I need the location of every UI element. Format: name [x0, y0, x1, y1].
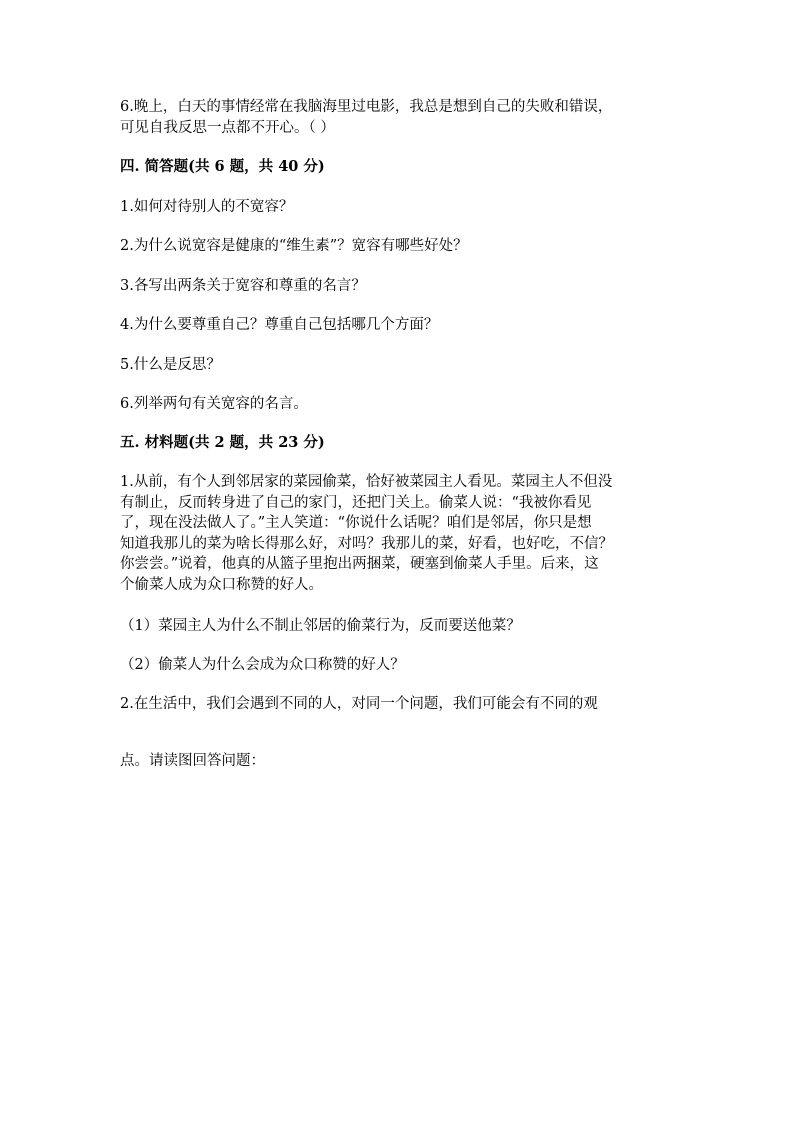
material-1-line: 1.从前，有个人到邻居家的菜园偷菜，恰好被菜园主人看见。菜园主人不但没: [120, 474, 613, 490]
material-1-line: 了，现在没法做人了。”主人笑道：“你说什么话呢？咱们是邻居，你只是想: [120, 515, 592, 532]
material-1-sub-question-1: （1）菜园主人为什么不制止邻居的偷菜行为，反而要送他菜？: [120, 618, 521, 634]
material-1-line: 知道我那儿的菜为啥长得那么好，对吗？我那儿的菜，好看，也好吃，不信？: [120, 535, 613, 552]
q6-judge-line-2: 可见自我反思一点都不开心。（ ）: [120, 120, 335, 136]
material-1-passage: [120, 472, 665, 596]
section-4-heading: 四. 简答题(共 6 题，共 40 分): [120, 158, 325, 175]
short-answer-question-5: 5.什么是反思？: [120, 357, 221, 373]
material-1-line: 个偷菜人成为众口称赞的好人。: [120, 576, 323, 593]
material-2-line-2: 点。请读图回答问题：: [120, 753, 265, 769]
section-5-heading: 五. 材料题(共 2 题，共 23 分): [120, 434, 325, 451]
material-1-sub-question-2: （2）偷菜人为什么会成为众口称赞的好人？: [120, 657, 405, 673]
material-1-line: 你尝尝。”说着，他真的从篮子里抱出两捆菜，硬塞到偷菜人手里。后来，这: [120, 556, 599, 573]
short-answer-question-6: 6.列举两句有关宽容的名言。: [120, 396, 308, 412]
q6-judge-line-1: 6.晚上，白天的事情经常在我脑海里过电影，我总是想到自己的失败和错误，: [120, 99, 613, 115]
short-answer-question-2: 2.为什么说宽容是健康的“维生素”？宽容有哪些好处？: [120, 238, 468, 254]
short-answer-question-4: 4.为什么要尊重自己？尊重自己包括哪几个方面？: [120, 317, 439, 333]
material-1-line: 有制止，反而转身进了自己的家门，还把门关上。偷菜人说：“我被你看见: [120, 494, 592, 511]
short-answer-question-3: 3.各写出两条关于宽容和尊重的名言？: [120, 278, 366, 294]
material-2-line-1: 2.在生活中，我们会遇到不同的人，对同一个问题，我们可能会有不同的观: [120, 696, 598, 712]
short-answer-question-1: 1.如何对待别人的不宽容？: [120, 199, 294, 215]
